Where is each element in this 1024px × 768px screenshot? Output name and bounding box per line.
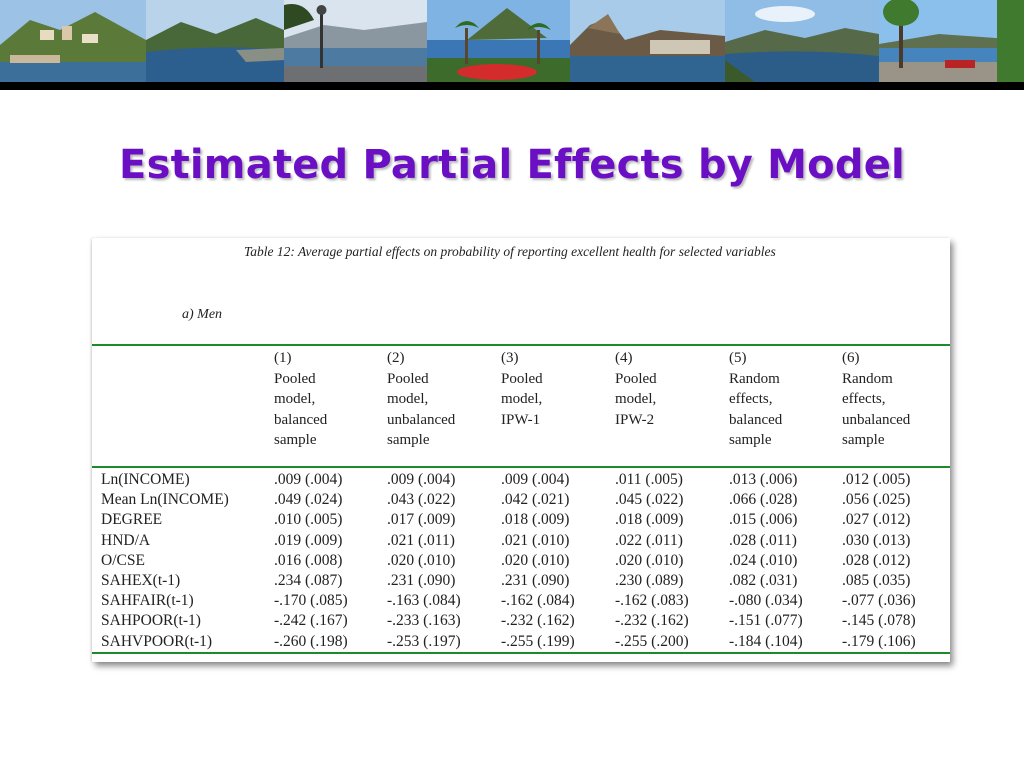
table-cell: .022 (.011): [615, 531, 683, 549]
table-cell: -.232 (.162): [615, 612, 689, 630]
table-cell: .012 (.005): [842, 471, 911, 488]
column-header: (2) Pooled model, unbalanced sample: [387, 350, 456, 448]
table-rule-bottom: [92, 652, 950, 654]
column-header: (3) Pooled model, IPW-1: [501, 350, 543, 428]
table-cell: .018 (.009): [615, 511, 684, 529]
table-cell: .043 (.022): [387, 491, 456, 509]
table-cell: .066 (.028): [729, 491, 798, 509]
lake-valley-photo: [725, 0, 879, 82]
table-cell: -.233 (.163): [387, 612, 461, 630]
column-header: (4) Pooled model, IPW-2: [615, 350, 657, 428]
table-cell: .028 (.011): [729, 531, 797, 549]
table-cell: -.232 (.162): [501, 612, 575, 630]
table-cell: .056 (.025): [842, 491, 911, 509]
table-cell: .230 (.089): [615, 572, 684, 589]
table-cell: .009 (.004): [387, 471, 456, 488]
table-cell: .082 (.031): [729, 572, 798, 589]
table-cell: -.260 (.198): [274, 632, 348, 650]
table-cell: .011 (.005): [615, 471, 683, 488]
table-cell: .021 (.010): [501, 531, 570, 549]
table-cell: -.255 (.199): [501, 632, 575, 650]
table-cell: .231 (.090): [501, 572, 570, 589]
table-cell: -.179 (.106): [842, 632, 916, 650]
table-cell: .019 (.009): [274, 531, 343, 549]
table-cell: -.163 (.084): [387, 592, 461, 610]
row-label: SAHEX(t-1): [101, 572, 181, 589]
promenade-photo: [284, 0, 427, 82]
table-cell: -.255 (.200): [615, 632, 689, 650]
table-cell: -.080 (.034): [729, 592, 803, 610]
row-label: HND/A: [101, 531, 151, 549]
waterfront-bench-photo: [879, 0, 1024, 82]
table-cell: .027 (.012): [842, 511, 911, 529]
lake-bay-photo: [146, 0, 284, 82]
table-cell: .010 (.005): [274, 511, 343, 529]
banner-divider: [0, 82, 1024, 90]
row-label: DEGREE: [101, 511, 163, 529]
table-cell: -.253 (.197): [387, 632, 461, 650]
table-cell: .009 (.004): [274, 471, 343, 488]
table-caption: Table 12: Average partial effects on probability of reporting excellent health for selected variables: [244, 244, 776, 259]
table-subheading: a) Men: [182, 307, 223, 322]
table-cell: -.170 (.085): [274, 592, 348, 610]
table-cell: .049 (.024): [274, 491, 343, 509]
table-cell: .042 (.021): [501, 491, 570, 509]
table-cell: .017 (.009): [387, 511, 456, 529]
table-cell: .020 (.010): [615, 551, 684, 569]
row-label: Mean Ln(INCOME): [101, 491, 229, 509]
table-cell: .024 (.010): [729, 551, 798, 569]
row-label: SAHPOOR(t-1): [101, 612, 201, 630]
table-cell: .020 (.010): [501, 551, 570, 569]
table-cell: -.145 (.078): [842, 612, 916, 630]
table-rule-top: [92, 344, 950, 346]
table-cell: .021 (.011): [387, 531, 455, 549]
row-label: O/CSE: [101, 551, 145, 569]
table-cell: .015 (.006): [729, 511, 798, 529]
table-cell: .018 (.009): [501, 511, 570, 529]
table-cell: .030 (.013): [842, 531, 911, 549]
table-cell: -.162 (.084): [501, 592, 575, 610]
table-cell: .234 (.087): [274, 572, 343, 589]
column-header: (5) Random effects, balanced sample: [729, 350, 783, 448]
table-cell: -.184 (.104): [729, 632, 803, 650]
table-cell: -.151 (.077): [729, 612, 803, 630]
table-cell: .009 (.004): [501, 471, 570, 488]
table-cell: -.162 (.083): [615, 592, 689, 610]
row-label: SAHFAIR(t-1): [101, 592, 194, 610]
table-cell: .028 (.012): [842, 551, 911, 569]
slide-title: Estimated Partial Effects by Model: [119, 142, 905, 188]
table-rule-middle: [92, 466, 950, 468]
column-header: (6) Random effects, unbalanced sample: [842, 350, 911, 448]
table-cell: .020 (.010): [387, 551, 456, 569]
photo-banner: [0, 0, 1024, 82]
table-cell: -.077 (.036): [842, 592, 916, 610]
table-cell: -.242 (.167): [274, 612, 348, 630]
table-cell: .045 (.022): [615, 491, 684, 509]
table-cell: .085 (.035): [842, 572, 911, 589]
table-cell: .013 (.006): [729, 471, 798, 488]
row-label: Ln(INCOME): [101, 471, 190, 488]
column-header: (1) Pooled model, balanced sample: [274, 350, 328, 448]
hilltown-photo: [0, 0, 146, 82]
mountain-lake-photo: [570, 0, 725, 82]
row-label: SAHVPOOR(t-1): [101, 632, 213, 650]
results-table: [92, 238, 950, 662]
table-cell: .231 (.090): [387, 572, 456, 589]
palm-garden-photo: [427, 0, 570, 82]
table-cell: .016 (.008): [274, 551, 343, 569]
